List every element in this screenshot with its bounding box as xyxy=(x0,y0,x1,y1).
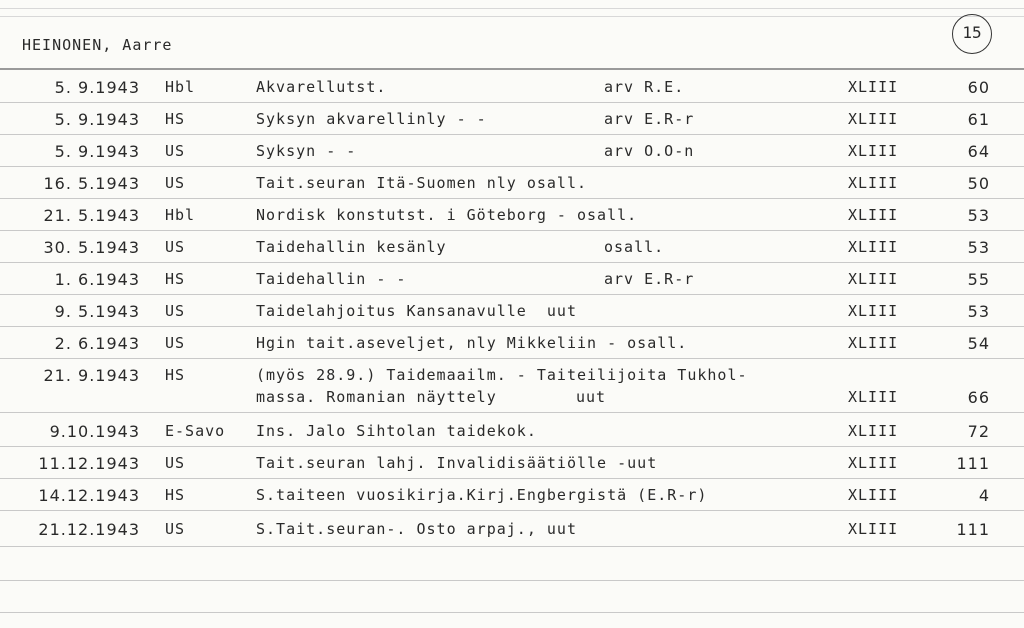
entry-date: 1. 6.1943 xyxy=(54,270,140,289)
entry-page: 64 xyxy=(967,142,990,161)
ruling-line xyxy=(0,412,1024,413)
entry-volume: XLIII xyxy=(848,110,899,128)
entry-date: 21. 9.1943 xyxy=(43,366,140,385)
entry-text: S.taiteen vuosikirja.Kirj.Engbergistä (E.R-r) xyxy=(256,486,708,504)
entry-source: US xyxy=(165,142,186,160)
entry-source: HS xyxy=(165,110,186,128)
entry-source: US xyxy=(165,238,186,256)
entry-row xyxy=(0,414,1024,446)
entry-text: (myös 28.9.) Taidemaailm. - Taiteilijoita Tukhol- xyxy=(256,366,748,384)
entry-source: Hbl xyxy=(165,78,196,96)
entry-page: 4 xyxy=(978,486,990,505)
entry-volume: XLIII xyxy=(848,388,899,406)
entry-date: 30. 5.1943 xyxy=(43,238,140,257)
entry-page: 53 xyxy=(967,302,990,321)
entry-page: 53 xyxy=(967,238,990,257)
entry-source: US xyxy=(165,520,186,538)
entry-row xyxy=(0,230,1024,262)
entry-text: Taidelahjoitus Kansanavulle uut xyxy=(256,302,577,320)
entry-date: 21.12.1943 xyxy=(38,520,140,539)
ruling-line xyxy=(0,16,1024,17)
entry-row xyxy=(0,262,1024,294)
entry-row xyxy=(0,446,1024,478)
entry-text: Ins. Jalo Sihtolan taidekok. xyxy=(256,422,537,440)
entry-row xyxy=(0,512,1024,544)
entry-text: S.Tait.seuran-. Osto arpaj., uut xyxy=(256,520,577,538)
ruling-line xyxy=(0,546,1024,547)
entry-volume: XLIII xyxy=(848,454,899,472)
entry-row xyxy=(0,326,1024,358)
entry-volume: XLIII xyxy=(848,486,899,504)
entry-source: US xyxy=(165,454,186,472)
entry-source: HS xyxy=(165,270,186,288)
entry-text: Hgin tait.aseveljet, nly Mikkeliin - osall. xyxy=(256,334,688,352)
entry-volume: XLIII xyxy=(848,238,899,256)
entry-page: 111 xyxy=(956,454,990,473)
entry-date: 21. 5.1943 xyxy=(43,206,140,225)
entry-page: 66 xyxy=(967,388,990,407)
ruling-line xyxy=(0,510,1024,511)
entry-date: 2. 6.1943 xyxy=(54,334,140,353)
entry-volume: XLIII xyxy=(848,422,899,440)
entry-source: HS xyxy=(165,366,186,384)
entry-row xyxy=(0,166,1024,198)
entry-text: Syksyn - - xyxy=(256,142,357,160)
entry-page: 50 xyxy=(967,174,990,193)
entry-volume: XLIII xyxy=(848,520,899,538)
entry-note: osall. xyxy=(604,238,665,256)
ruling-line xyxy=(0,580,1024,581)
entry-text: Syksyn akvarellinly - - xyxy=(256,110,487,128)
entry-page: 53 xyxy=(967,206,990,225)
entry-date: 11.12.1943 xyxy=(38,454,140,473)
entry-volume: XLIII xyxy=(848,142,899,160)
entry-volume: XLIII xyxy=(848,302,899,320)
entry-note: arv E.R-r xyxy=(604,110,695,128)
entry-date: 9.10.1943 xyxy=(49,422,140,441)
entry-page: 72 xyxy=(967,422,990,441)
entry-volume: XLIII xyxy=(848,78,899,96)
entry-row xyxy=(0,198,1024,230)
entry-row xyxy=(0,102,1024,134)
entry-volume: XLIII xyxy=(848,206,899,224)
entry-volume: XLIII xyxy=(848,174,899,192)
entry-text-continued: massa. Romanian näyttely xyxy=(256,388,497,406)
entry-text: Akvarellutst. xyxy=(256,78,387,96)
entry-date: 9. 5.1943 xyxy=(54,302,140,321)
entry-source: HS xyxy=(165,486,186,504)
entry-date: 5. 9.1943 xyxy=(54,110,140,129)
entry-note: arv R.E. xyxy=(604,78,685,96)
entry-row xyxy=(0,134,1024,166)
person-name: HEINONEN, Aarre xyxy=(22,36,173,54)
entry-date: 14.12.1943 xyxy=(38,486,140,505)
entry-volume: XLIII xyxy=(848,334,899,352)
entry-row xyxy=(0,358,1024,412)
entry-source: US xyxy=(165,302,186,320)
entry-text: Tait.seuran lahj. Invalidisäätiölle -uut xyxy=(256,454,658,472)
entry-date: 16. 5.1943 xyxy=(43,174,140,193)
entry-row xyxy=(0,478,1024,510)
entry-volume: XLIII xyxy=(848,270,899,288)
entry-page: 111 xyxy=(956,520,990,539)
entry-date: 5. 9.1943 xyxy=(54,78,140,97)
ruling-line xyxy=(0,8,1024,9)
entry-text: Taidehallin - - xyxy=(256,270,407,288)
card-number: 15 xyxy=(952,14,992,54)
entry-note: arv O.O-n xyxy=(604,142,695,160)
ruling-line xyxy=(0,612,1024,613)
entry-source: E-Savo xyxy=(165,422,226,440)
entry-note: arv E.R-r xyxy=(604,270,695,288)
entry-page: 61 xyxy=(967,110,990,129)
entry-source: Hbl xyxy=(165,206,196,224)
entry-source: US xyxy=(165,174,186,192)
entry-page: 60 xyxy=(967,78,990,97)
entry-note: uut xyxy=(576,388,607,406)
entry-row xyxy=(0,70,1024,102)
entry-source: US xyxy=(165,334,186,352)
entry-date: 5. 9.1943 xyxy=(54,142,140,161)
entry-row xyxy=(0,294,1024,326)
entry-page: 54 xyxy=(967,334,990,353)
entry-text: Nordisk konstutst. i Göteborg - osall. xyxy=(256,206,638,224)
entry-page: 55 xyxy=(967,270,990,289)
entry-text: Tait.seuran Itä-Suomen nly osall. xyxy=(256,174,588,192)
entry-text: Taidehallin kesänly xyxy=(256,238,447,256)
